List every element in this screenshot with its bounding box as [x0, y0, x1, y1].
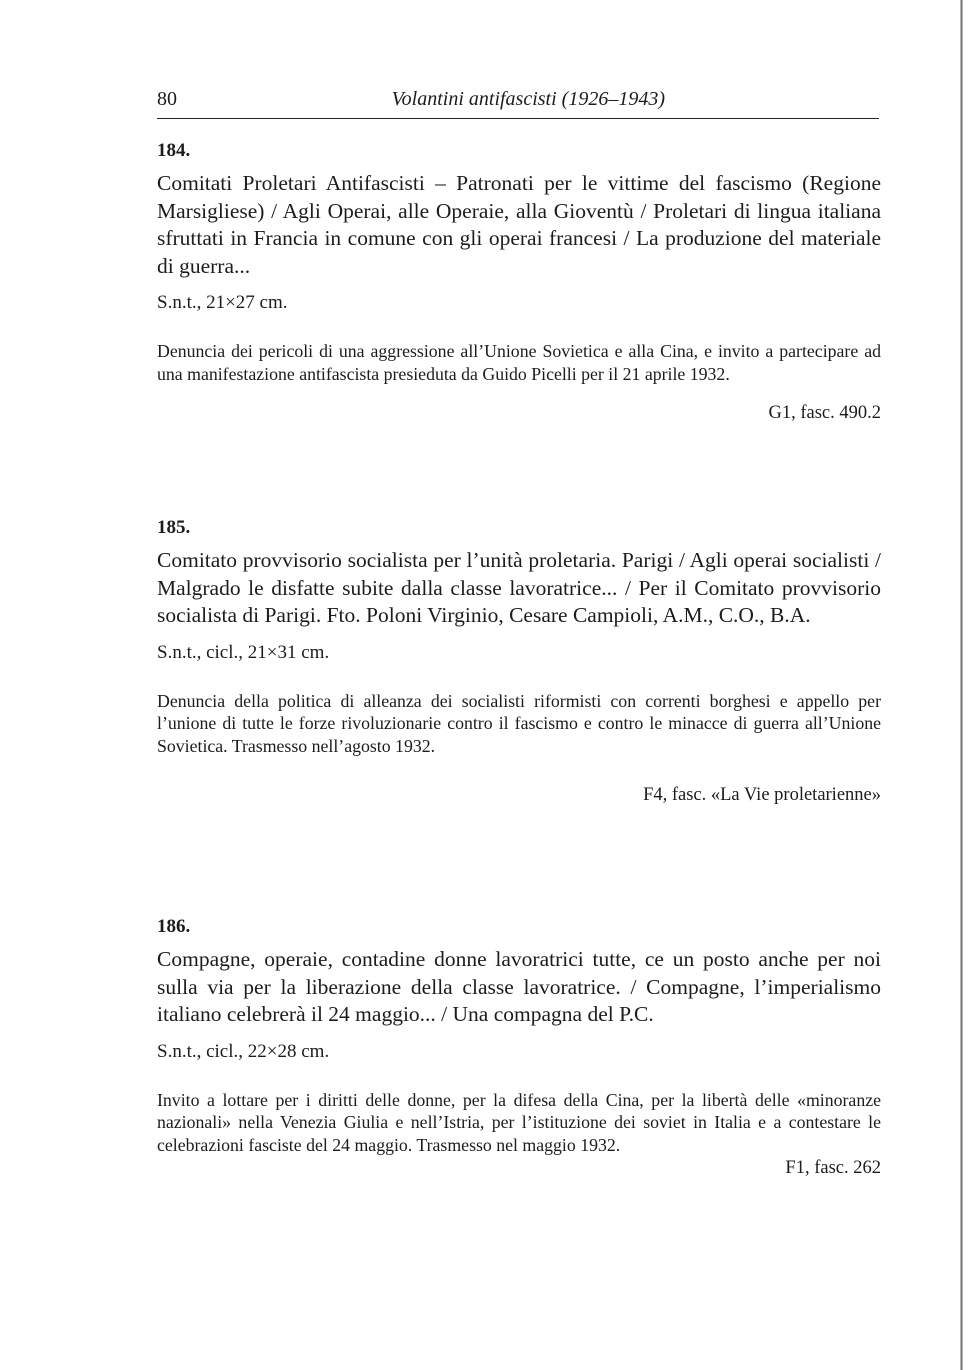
page-number: 80	[157, 88, 177, 110]
entry-number: 186.	[157, 916, 191, 937]
page-header	[157, 88, 879, 119]
entry-reference: G1, fasc. 490.2	[768, 403, 881, 423]
entry-format: S.n.t., 21×27 cm.	[157, 292, 288, 313]
entry-reference: F4, fasc. «La Vie proletarienne»	[643, 785, 881, 805]
page-edge-shadow	[960, 0, 963, 1370]
entry-description: Denuncia dei pericoli di una aggressione all’Unione Sovietica e alla Cina, e invito a partecipare ad una manifestazione antifascista presieduta da Guido Picelli per il 21 aprile 1932.	[157, 341, 881, 384]
entry-reference: F1, fasc. 262	[785, 1158, 881, 1178]
entry-description: Invito a lottare per i diritti delle donne, per la difesa della Cina, per la libertà delle «minoranze nazionali» nella Venezia Giulia e nell’Istria, per l’istituzione dei soviet in Italia e a contestare le celebrazioni fasciste del 24 maggio. Trasmesso nel maggio 1932.	[157, 1089, 881, 1155]
entry-number: 184.	[157, 140, 191, 161]
entry-title: Comitati Proletari Antifascisti – Patronati per le vittime del fascismo (Regione Marsigliese) / Agli Operai, alle Operaie, alla Gioventù / Proletari di lingua italiana sfruttati in Francia in comune con gli operai francesi / La produzione del materiale di guerra...	[157, 171, 881, 278]
running-title: Volantini antifascisti (1926–1943)	[391, 88, 665, 110]
entry-title: Compagne, operaie, contadine donne lavoratrici tutte, ce un posto anche per noi sulla via per la liberazione della classe lavoratrice. / Compagne, l’imperialismo italiano celebrerà il 24 maggio... / Una compagna del P.C.	[157, 947, 881, 1026]
catalog-entry	[157, 916, 881, 1179]
entry-format: S.n.t., cicl., 22×28 cm.	[157, 1040, 330, 1062]
entry-title: Comitato provvisorio socialista per l’unità proletaria. Parigi / Agli operai socialisti / Malgrado le disfatte subite dalla classe lavoratrice... / Per il Comitato provvisorio socialista di Parigi. Fto. Poloni Virginio, Cesare Campioli, A.M., C.O., B.A.	[157, 548, 881, 627]
catalog-entry	[157, 517, 881, 806]
catalog-entry	[157, 140, 881, 424]
entry-number: 185.	[157, 517, 191, 538]
entry-description: Denuncia della politica di alleanza dei socialisti riformisti con correnti borghesi e appello per l’unione di tutte le forze rivoluzionarie contro il fascismo e contro le minacce di guerra all’Unione Sovietica. Trasmesso nell’agosto 1932.	[157, 690, 881, 756]
entry-format: S.n.t., cicl., 21×31 cm.	[157, 641, 330, 663]
